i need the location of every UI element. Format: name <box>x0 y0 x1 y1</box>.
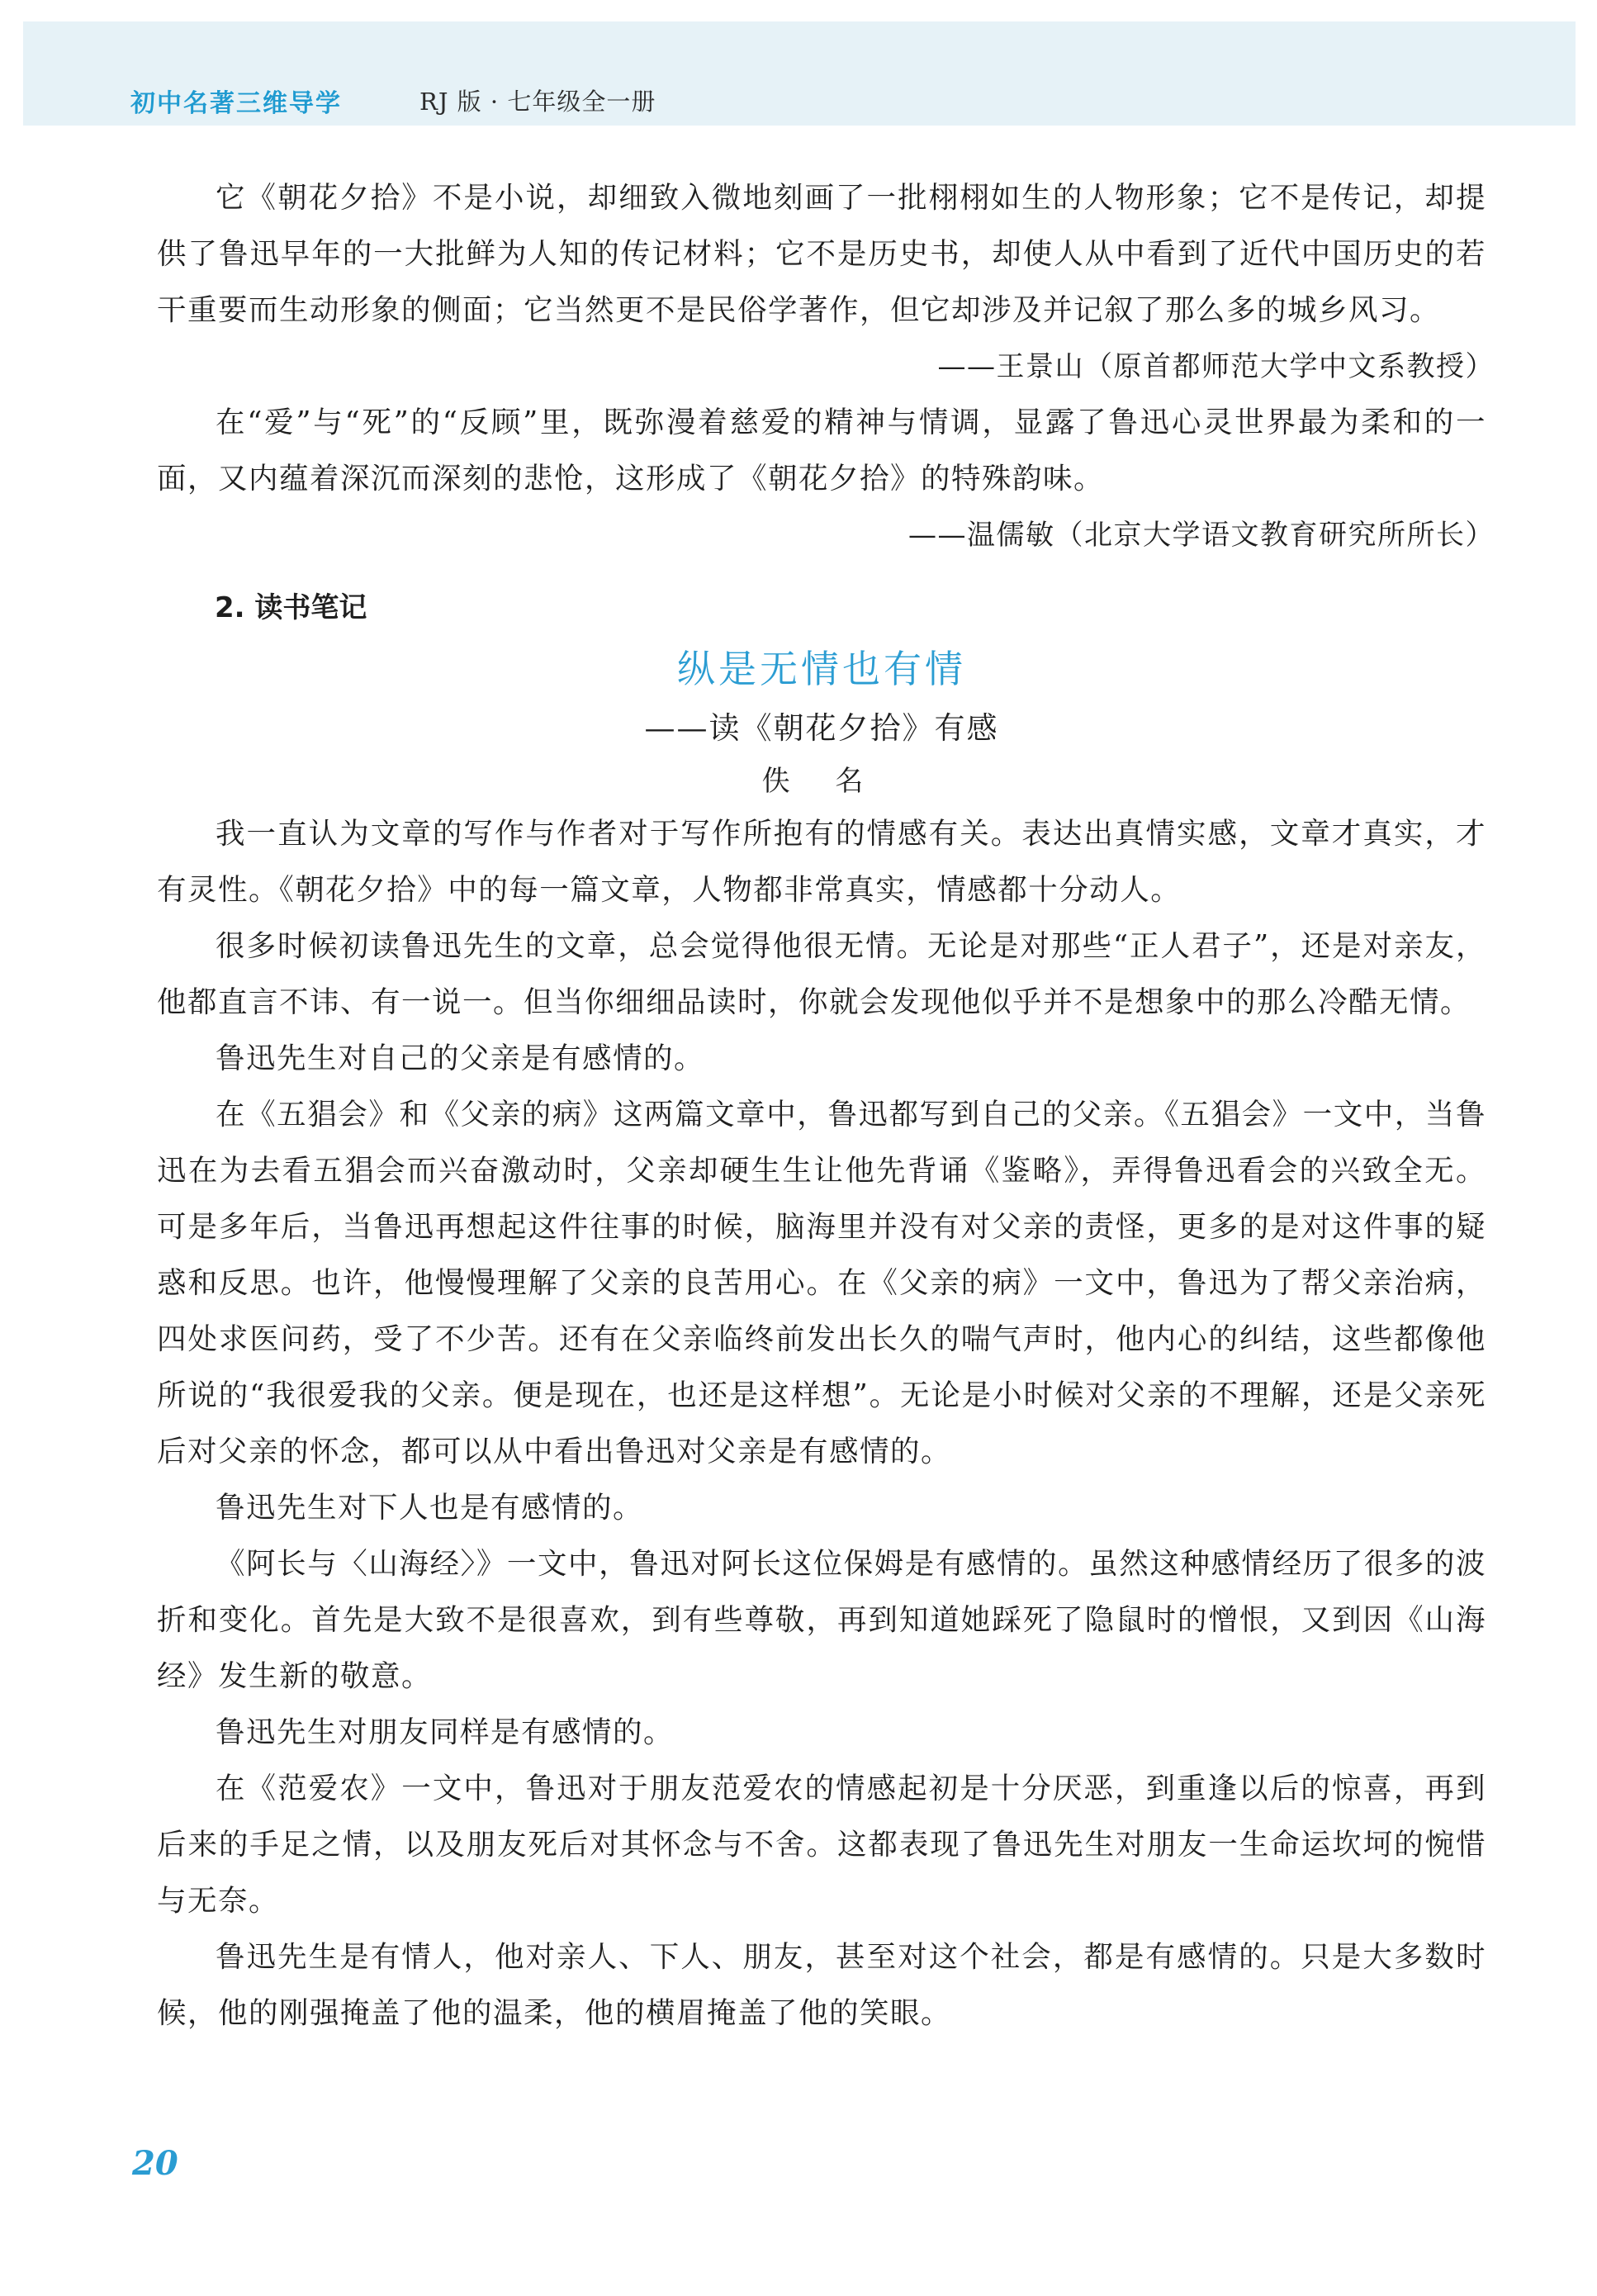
essay-paragraph: 在《五猖会》和《父亲的病》这两篇文章中，鲁迅都写到自己的父亲。《五猖会》一文中，当鲁迅在为去看五猖会而兴奋激动时，父亲却硬生生让他先背诵《鉴略》，弄得鲁迅看会的兴致全无。可是多年后，当鲁迅再想起这件往事的时候，脑海里并没有对父亲的责怪，更多的是对这件事的疑惑和反思。也许，他慢慢理解了父亲的良苦用心。在《父亲的病》一文中，鲁迅为了帮父亲治病，四处求医问药，受了不少苦。还有在父亲临终前发出长久的喘气声时，他内心的纠结，这些都像他所说的“我很爱我的父亲。便是现在，也还是这样想”。无论是小时候对父亲的不理解，还是父亲死后对父亲的怀念，都可以从中看出鲁迅对父亲是有感情的。 <box>157 1098 1486 1468</box>
essay-paragraph: 《阿长与〈山海经〉》一文中，鲁迅对阿长这位保姆是有感情的。虽然这种感情经历了很多的波折和变化。首先是大致不是很喜欢，到有些尊敬，再到知道她踩死了隐鼠时的憎恨，又到因《山海经》发生新的敬意。 <box>157 1547 1486 1693</box>
edition-label: RJ 版 · 七年级全一册 <box>419 88 656 116</box>
essay-paragraph: 鲁迅先生是有情人，他对亲人、下人、朋友，甚至对这个社会，都是有感情的。只是大多数时候，他的刚强掩盖了他的温柔，他的横眉掩盖了他的笑眼。 <box>157 1940 1486 2030</box>
quote-1: 它《朝花夕拾》不是小说，却细致入微地刻画了一批栩栩如生的人物形象；它不是传记，却提供了鲁迅早年的一大批鲜为人知的传记材料；它不是历史书，却使人从中看到了近代中国历史的若干重要而生动形象的侧面；它当然更不是民俗学著作，但它却涉及并记叙了那么多的城乡风习。 <box>157 181 1486 327</box>
essay-paragraph: 我一直认为文章的写作与作者对于写作所抱有的情感有关。表达出真情实感，文章才真实，才有灵性。《朝花夕拾》中的每一篇文章，人物都非常真实，情感都十分动人。 <box>157 817 1486 907</box>
quote-2: 在“爱”与“死”的“反顾”里，既弥漫着慈爱的精神与情调，显露了鲁迅心灵世界最为柔和的一面，又内蕴着深沉而深刻的悲怆，这形成了《朝花夕拾》的特殊韵味。 <box>157 406 1486 496</box>
essay-subtitle: ——读《朝花夕拾》有感 <box>644 710 999 746</box>
quote-2-citation: ——温儒敏（北京大学语文教育研究所所长） <box>908 519 1495 552</box>
series-title: 初中名著三维导学 <box>130 89 342 118</box>
essay-paragraph: 鲁迅先生对下人也是有感情的。 <box>216 1491 644 1525</box>
essay-paragraph: 在《范爱农》一文中，鲁迅对于朋友范爱农的情感起初是十分厌恶，到重逢以后的惊喜，再到后来的手足之情，以及朋友死后对其怀念与不舍。这都表现了鲁迅先生对朋友一生命运坎坷的惋惜与无奈。 <box>157 1772 1486 1918</box>
quote-1-citation: ——王景山（原首都师范大学中文系教授） <box>937 350 1495 383</box>
essay-paragraph: 鲁迅先生对朋友同样是有感情的。 <box>216 1715 675 1749</box>
section-heading: 2. 读书笔记 <box>215 591 367 624</box>
essay-title: 纵是无情也有情 <box>677 647 966 691</box>
essay-author: 佚 名 <box>761 765 882 798</box>
essay-paragraph: 很多时候初读鲁迅先生的文章，总会觉得他很无情。无论是对那些“正人君子”，还是对亲友，他都直言不讳、有一说一。但当你细细品读时，你就会发现他似乎并不是想象中的那么冷酷无情。 <box>157 929 1486 1019</box>
content <box>157 170 1495 2042</box>
page-number: 20 <box>132 2144 178 2183</box>
essay-paragraph: 鲁迅先生对自己的父亲是有感情的。 <box>216 1041 705 1075</box>
